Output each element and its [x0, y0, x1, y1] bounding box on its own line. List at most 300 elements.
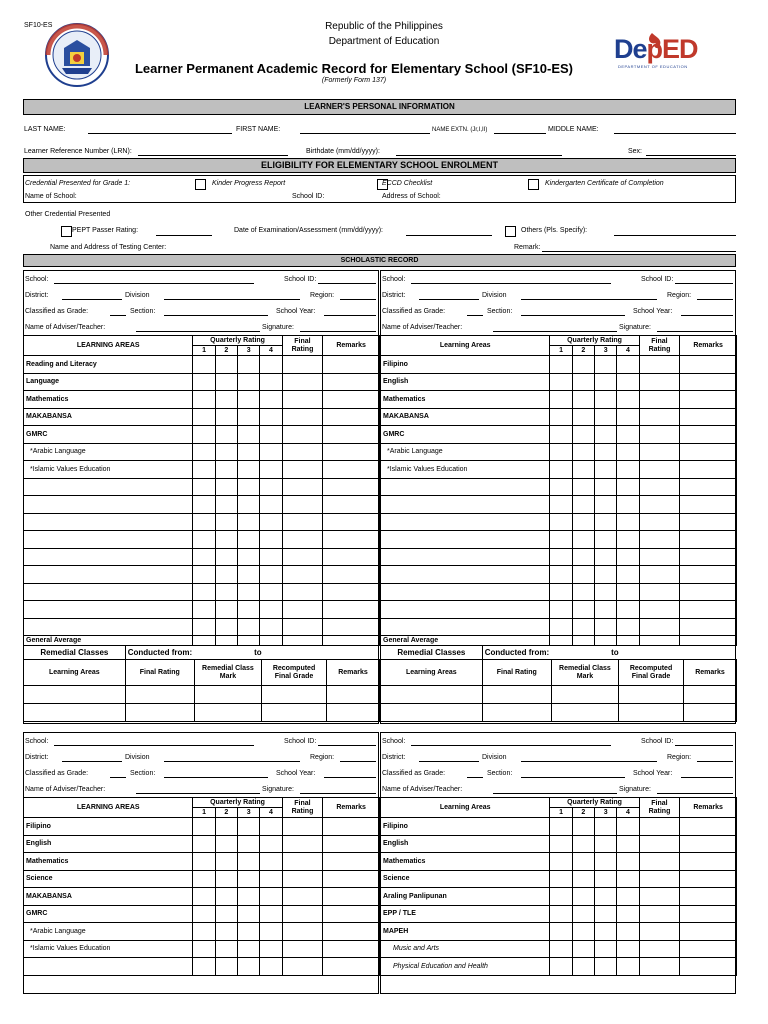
grade-cell[interactable]: [680, 373, 737, 391]
grade-cell[interactable]: [282, 461, 323, 479]
grade-cell[interactable]: [595, 443, 617, 461]
grade-cell[interactable]: [238, 356, 260, 374]
grade-cell[interactable]: [680, 905, 737, 923]
grade-cell[interactable]: [639, 870, 680, 888]
grade-cell[interactable]: [260, 408, 282, 426]
grade-cell[interactable]: [215, 426, 237, 444]
grade-cell[interactable]: [617, 426, 639, 444]
grade-cell[interactable]: [680, 566, 737, 584]
grade-cell[interactable]: [595, 496, 617, 514]
grade-cell[interactable]: [323, 888, 380, 906]
grade-cell[interactable]: [617, 583, 639, 601]
grade-cell[interactable]: [260, 853, 282, 871]
grade-cell[interactable]: [617, 818, 639, 836]
progress-report-checkbox[interactable]: [195, 179, 206, 190]
grade-cell[interactable]: [323, 618, 380, 636]
grade-cell[interactable]: [193, 566, 215, 584]
remedial-cell[interactable]: [194, 686, 261, 704]
grade-cell[interactable]: [260, 426, 282, 444]
subject-cell[interactable]: [24, 513, 193, 531]
grade-cell[interactable]: [193, 958, 215, 976]
grade-cell[interactable]: [215, 905, 237, 923]
grade-field[interactable]: [467, 777, 483, 778]
grade-cell[interactable]: [617, 461, 639, 479]
subject-cell[interactable]: [381, 566, 550, 584]
adviser-field[interactable]: [493, 793, 617, 794]
remedial-cell[interactable]: [24, 704, 126, 722]
school-field[interactable]: [411, 745, 611, 746]
grade-cell[interactable]: [282, 356, 323, 374]
grade-cell[interactable]: [617, 373, 639, 391]
school-year-field[interactable]: [324, 777, 376, 778]
grade-cell[interactable]: [572, 513, 594, 531]
name-extn-field[interactable]: [494, 133, 546, 134]
grade-cell[interactable]: [572, 818, 594, 836]
grade-cell[interactable]: [550, 958, 572, 976]
grade-field[interactable]: [110, 777, 126, 778]
grade-cell[interactable]: [215, 818, 237, 836]
signature-field[interactable]: [657, 793, 733, 794]
remedial-cell[interactable]: [194, 704, 261, 722]
grade-cell[interactable]: [680, 601, 737, 619]
grade-cell[interactable]: [572, 636, 594, 646]
grade-cell[interactable]: [550, 566, 572, 584]
grade-cell[interactable]: [550, 531, 572, 549]
grade-cell[interactable]: [215, 391, 237, 409]
grade-cell[interactable]: [680, 461, 737, 479]
grade-cell[interactable]: [617, 566, 639, 584]
grade-cell[interactable]: [238, 601, 260, 619]
grade-cell[interactable]: [617, 940, 639, 958]
grade-cell[interactable]: [260, 818, 282, 836]
grade-cell[interactable]: [680, 870, 737, 888]
grade-cell[interactable]: [680, 818, 737, 836]
grade-cell[interactable]: [617, 531, 639, 549]
grade-cell[interactable]: [550, 923, 572, 941]
grade-cell[interactable]: [193, 923, 215, 941]
grade-cell[interactable]: [260, 583, 282, 601]
remedial-cell[interactable]: [125, 704, 194, 722]
grade-cell[interactable]: [572, 356, 594, 374]
grade-cell[interactable]: [282, 426, 323, 444]
grade-cell[interactable]: [572, 566, 594, 584]
subject-cell[interactable]: [381, 531, 550, 549]
grade-cell[interactable]: [680, 478, 737, 496]
grade-cell[interactable]: [323, 478, 380, 496]
grade-cell[interactable]: [550, 618, 572, 636]
grade-cell[interactable]: [550, 601, 572, 619]
grade-cell[interactable]: [215, 513, 237, 531]
grade-cell[interactable]: [238, 548, 260, 566]
grade-cell[interactable]: [550, 496, 572, 514]
signature-field[interactable]: [300, 793, 376, 794]
grade-cell[interactable]: [323, 373, 380, 391]
grade-cell[interactable]: [323, 636, 380, 646]
grade-cell[interactable]: [595, 408, 617, 426]
grade-cell[interactable]: [639, 818, 680, 836]
grade-cell[interactable]: [193, 870, 215, 888]
grade-cell[interactable]: [550, 888, 572, 906]
grade-cell[interactable]: [639, 618, 680, 636]
grade-cell[interactable]: [193, 426, 215, 444]
grade-cell[interactable]: [323, 443, 380, 461]
grade-cell[interactable]: [680, 356, 737, 374]
grade-cell[interactable]: [238, 496, 260, 514]
school-field[interactable]: [411, 283, 611, 284]
grade-cell[interactable]: [572, 618, 594, 636]
grade-cell[interactable]: [282, 566, 323, 584]
others-checkbox[interactable]: [505, 226, 516, 237]
grade-cell[interactable]: [215, 888, 237, 906]
grade-cell[interactable]: [617, 905, 639, 923]
grade-cell[interactable]: [680, 548, 737, 566]
grade-cell[interactable]: [260, 548, 282, 566]
grade-cell[interactable]: [282, 958, 323, 976]
grade-cell[interactable]: [572, 583, 594, 601]
grade-cell[interactable]: [193, 408, 215, 426]
grade-cell[interactable]: [550, 513, 572, 531]
birthdate-field[interactable]: [396, 155, 562, 156]
grade-cell[interactable]: [215, 870, 237, 888]
grade-cell[interactable]: [680, 958, 737, 976]
school-id-field[interactable]: [675, 283, 733, 284]
region-field[interactable]: [340, 299, 376, 300]
grade-cell[interactable]: [323, 356, 380, 374]
remedial-cell[interactable]: [261, 704, 326, 722]
division-field[interactable]: [164, 761, 300, 762]
remedial-cell[interactable]: [125, 686, 194, 704]
grade-cell[interactable]: [238, 478, 260, 496]
grade-cell[interactable]: [238, 513, 260, 531]
grade-cell[interactable]: [617, 356, 639, 374]
grade-cell[interactable]: [639, 835, 680, 853]
grade-cell[interactable]: [260, 373, 282, 391]
subject-cell[interactable]: [381, 583, 550, 601]
remedial-cell[interactable]: [327, 704, 380, 722]
signature-field[interactable]: [300, 331, 376, 332]
grade-cell[interactable]: [193, 905, 215, 923]
grade-cell[interactable]: [260, 531, 282, 549]
grade-cell[interactable]: [595, 478, 617, 496]
grade-cell[interactable]: [639, 356, 680, 374]
subject-cell[interactable]: [24, 601, 193, 619]
region-field[interactable]: [697, 761, 733, 762]
grade-cell[interactable]: [639, 496, 680, 514]
exam-date-field[interactable]: [406, 235, 492, 236]
grade-cell[interactable]: [282, 391, 323, 409]
grade-cell[interactable]: [572, 888, 594, 906]
grade-cell[interactable]: [323, 583, 380, 601]
grade-cell[interactable]: [238, 566, 260, 584]
grade-cell[interactable]: [215, 940, 237, 958]
grade-cell[interactable]: [639, 461, 680, 479]
grade-cell[interactable]: [595, 356, 617, 374]
grade-cell[interactable]: [572, 408, 594, 426]
grade-cell[interactable]: [323, 958, 380, 976]
grade-cell[interactable]: [595, 548, 617, 566]
grade-cell[interactable]: [595, 601, 617, 619]
district-field[interactable]: [419, 761, 479, 762]
grade-cell[interactable]: [639, 958, 680, 976]
school-field[interactable]: [54, 745, 254, 746]
grade-cell[interactable]: [215, 496, 237, 514]
grade-cell[interactable]: [260, 601, 282, 619]
grade-cell[interactable]: [238, 583, 260, 601]
grade-cell[interactable]: [193, 496, 215, 514]
grade-cell[interactable]: [238, 958, 260, 976]
grade-cell[interactable]: [193, 548, 215, 566]
grade-cell[interactable]: [238, 888, 260, 906]
grade-cell[interactable]: [323, 870, 380, 888]
grade-cell[interactable]: [617, 618, 639, 636]
grade-cell[interactable]: [680, 940, 737, 958]
grade-cell[interactable]: [323, 940, 380, 958]
grade-cell[interactable]: [639, 853, 680, 871]
remedial-cell[interactable]: [327, 686, 380, 704]
kinder-cert-checkbox[interactable]: [528, 179, 539, 190]
grade-cell[interactable]: [572, 391, 594, 409]
grade-cell[interactable]: [260, 940, 282, 958]
section-field[interactable]: [164, 777, 268, 778]
remedial-cell[interactable]: [24, 686, 126, 704]
subject-cell[interactable]: [381, 601, 550, 619]
conducted-from-cell[interactable]: [125, 646, 379, 660]
grade-cell[interactable]: [639, 373, 680, 391]
grade-cell[interactable]: [282, 905, 323, 923]
grade-cell[interactable]: [193, 531, 215, 549]
grade-cell[interactable]: [572, 496, 594, 514]
grade-cell[interactable]: [639, 940, 680, 958]
grade-cell[interactable]: [193, 853, 215, 871]
grade-cell[interactable]: [680, 408, 737, 426]
grade-cell[interactable]: [323, 426, 380, 444]
grade-cell[interactable]: [572, 461, 594, 479]
grade-cell[interactable]: [572, 923, 594, 941]
grade-cell[interactable]: [680, 636, 737, 646]
grade-cell[interactable]: [595, 583, 617, 601]
subject-cell[interactable]: [381, 513, 550, 531]
grade-field[interactable]: [467, 315, 483, 316]
grade-cell[interactable]: [323, 905, 380, 923]
remedial-cell[interactable]: [482, 704, 551, 722]
school-field[interactable]: [54, 283, 254, 284]
grade-cell[interactable]: [617, 601, 639, 619]
grade-cell[interactable]: [238, 853, 260, 871]
grade-cell[interactable]: [215, 373, 237, 391]
sex-field[interactable]: [646, 155, 736, 156]
grade-cell[interactable]: [193, 618, 215, 636]
grade-cell[interactable]: [595, 391, 617, 409]
grade-cell[interactable]: [595, 513, 617, 531]
grade-cell[interactable]: [639, 583, 680, 601]
grade-cell[interactable]: [572, 531, 594, 549]
grade-cell[interactable]: [193, 356, 215, 374]
grade-cell[interactable]: [595, 566, 617, 584]
grade-cell[interactable]: [215, 835, 237, 853]
grade-cell[interactable]: [282, 531, 323, 549]
school-year-field[interactable]: [681, 777, 733, 778]
grade-cell[interactable]: [260, 566, 282, 584]
grade-cell[interactable]: [282, 496, 323, 514]
grade-cell[interactable]: [595, 940, 617, 958]
subject-cell[interactable]: [24, 496, 193, 514]
grade-cell[interactable]: [639, 548, 680, 566]
grade-cell[interactable]: [238, 870, 260, 888]
grade-cell[interactable]: [260, 888, 282, 906]
grade-cell[interactable]: [550, 426, 572, 444]
grade-cell[interactable]: [572, 905, 594, 923]
grade-cell[interactable]: [680, 888, 737, 906]
remedial-cell[interactable]: [381, 704, 483, 722]
grade-cell[interactable]: [282, 853, 323, 871]
grade-cell[interactable]: [260, 636, 282, 646]
grade-cell[interactable]: [238, 426, 260, 444]
grade-cell[interactable]: [260, 391, 282, 409]
grade-cell[interactable]: [680, 496, 737, 514]
grade-cell[interactable]: [260, 513, 282, 531]
grade-cell[interactable]: [215, 923, 237, 941]
subject-cell[interactable]: [381, 618, 550, 636]
grade-cell[interactable]: [595, 373, 617, 391]
subject-cell[interactable]: [24, 566, 193, 584]
grade-cell[interactable]: [550, 461, 572, 479]
section-field[interactable]: [164, 315, 268, 316]
grade-cell[interactable]: [260, 618, 282, 636]
grade-cell[interactable]: [550, 583, 572, 601]
grade-cell[interactable]: [215, 478, 237, 496]
grade-cell[interactable]: [193, 636, 215, 646]
remedial-cell[interactable]: [618, 686, 683, 704]
grade-cell[interactable]: [550, 408, 572, 426]
grade-cell[interactable]: [238, 940, 260, 958]
grade-cell[interactable]: [550, 443, 572, 461]
grade-cell[interactable]: [639, 905, 680, 923]
grade-cell[interactable]: [260, 923, 282, 941]
grade-cell[interactable]: [639, 923, 680, 941]
school-id-field[interactable]: [318, 283, 376, 284]
grade-cell[interactable]: [215, 531, 237, 549]
grade-cell[interactable]: [680, 923, 737, 941]
grade-cell[interactable]: [215, 583, 237, 601]
grade-cell[interactable]: [639, 531, 680, 549]
grade-cell[interactable]: [323, 566, 380, 584]
grade-cell[interactable]: [595, 905, 617, 923]
grade-cell[interactable]: [323, 548, 380, 566]
division-field[interactable]: [521, 299, 657, 300]
grade-cell[interactable]: [680, 583, 737, 601]
grade-cell[interactable]: [550, 835, 572, 853]
grade-cell[interactable]: [193, 601, 215, 619]
grade-cell[interactable]: [550, 478, 572, 496]
school-id-field[interactable]: [675, 745, 733, 746]
grade-cell[interactable]: [238, 443, 260, 461]
grade-cell[interactable]: [572, 870, 594, 888]
grade-cell[interactable]: [260, 356, 282, 374]
grade-cell[interactable]: [617, 391, 639, 409]
section-field[interactable]: [521, 315, 625, 316]
grade-cell[interactable]: [282, 408, 323, 426]
grade-cell[interactable]: [617, 835, 639, 853]
subject-cell[interactable]: [24, 478, 193, 496]
grade-cell[interactable]: [282, 583, 323, 601]
remedial-cell[interactable]: [684, 686, 737, 704]
grade-cell[interactable]: [680, 391, 737, 409]
school-year-field[interactable]: [681, 315, 733, 316]
grade-cell[interactable]: [282, 923, 323, 941]
grade-cell[interactable]: [193, 513, 215, 531]
others-field[interactable]: [614, 235, 736, 236]
grade-cell[interactable]: [680, 618, 737, 636]
grade-cell[interactable]: [572, 478, 594, 496]
grade-cell[interactable]: [639, 636, 680, 646]
remedial-cell[interactable]: [482, 686, 551, 704]
grade-cell[interactable]: [572, 940, 594, 958]
grade-cell[interactable]: [282, 818, 323, 836]
grade-cell[interactable]: [260, 496, 282, 514]
pept-checkbox[interactable]: [61, 226, 72, 237]
grade-cell[interactable]: [193, 888, 215, 906]
grade-cell[interactable]: [572, 548, 594, 566]
adviser-field[interactable]: [493, 331, 617, 332]
grade-cell[interactable]: [550, 548, 572, 566]
grade-cell[interactable]: [215, 636, 237, 646]
grade-cell[interactable]: [572, 835, 594, 853]
adviser-field[interactable]: [136, 331, 260, 332]
grade-cell[interactable]: [617, 443, 639, 461]
grade-cell[interactable]: [572, 373, 594, 391]
grade-cell[interactable]: [323, 513, 380, 531]
grade-cell[interactable]: [617, 478, 639, 496]
grade-cell[interactable]: [617, 496, 639, 514]
grade-cell[interactable]: [238, 905, 260, 923]
grade-cell[interactable]: [639, 443, 680, 461]
grade-cell[interactable]: [617, 636, 639, 646]
grade-cell[interactable]: [639, 513, 680, 531]
remedial-cell[interactable]: [381, 686, 483, 704]
grade-cell[interactable]: [215, 408, 237, 426]
grade-cell[interactable]: [323, 835, 380, 853]
grade-cell[interactable]: [639, 426, 680, 444]
grade-cell[interactable]: [595, 426, 617, 444]
subject-cell[interactable]: [24, 583, 193, 601]
grade-cell[interactable]: [260, 958, 282, 976]
grade-cell[interactable]: [595, 870, 617, 888]
adviser-field[interactable]: [136, 793, 260, 794]
grade-cell[interactable]: [260, 835, 282, 853]
grade-cell[interactable]: [617, 923, 639, 941]
grade-cell[interactable]: [323, 461, 380, 479]
grade-cell[interactable]: [193, 940, 215, 958]
school-id-field[interactable]: [318, 745, 376, 746]
grade-cell[interactable]: [323, 601, 380, 619]
grade-cell[interactable]: [260, 478, 282, 496]
signature-field[interactable]: [657, 331, 733, 332]
grade-cell[interactable]: [260, 870, 282, 888]
grade-cell[interactable]: [238, 923, 260, 941]
subject-cell[interactable]: [24, 618, 193, 636]
grade-cell[interactable]: [323, 818, 380, 836]
grade-cell[interactable]: [323, 391, 380, 409]
grade-cell[interactable]: [595, 888, 617, 906]
grade-cell[interactable]: [215, 461, 237, 479]
grade-cell[interactable]: [323, 853, 380, 871]
grade-cell[interactable]: [550, 853, 572, 871]
grade-cell[interactable]: [595, 835, 617, 853]
grade-cell[interactable]: [680, 835, 737, 853]
grade-cell[interactable]: [282, 373, 323, 391]
grade-cell[interactable]: [215, 443, 237, 461]
grade-cell[interactable]: [572, 601, 594, 619]
